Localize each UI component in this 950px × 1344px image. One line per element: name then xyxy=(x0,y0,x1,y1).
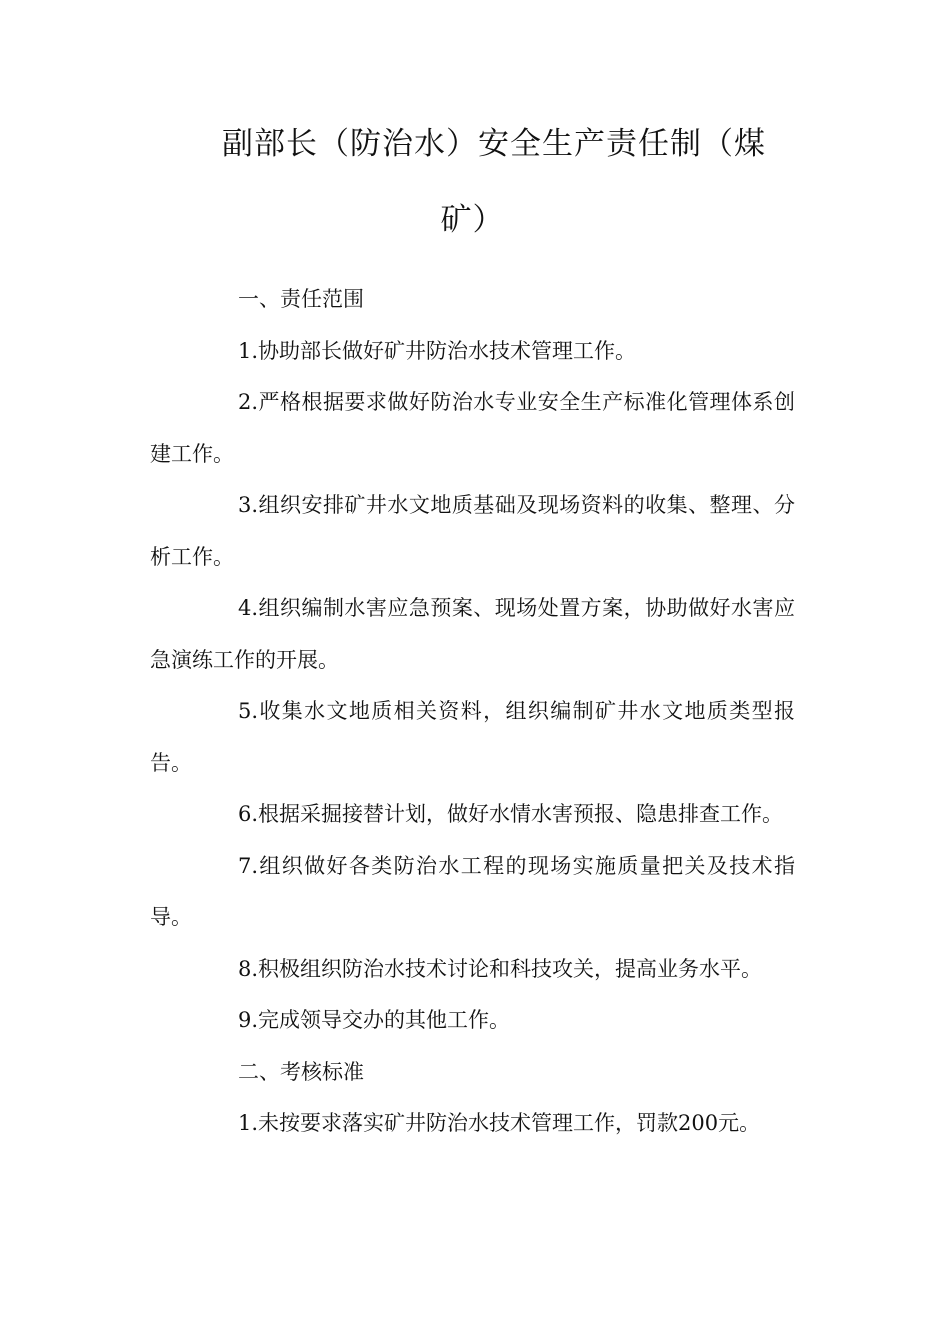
paragraph-item-7: 7.组织做好各类防治水工程的现场实施质量把关及技术指导。 xyxy=(150,853,795,929)
paragraph-assessment-item-1: 1.未按要求落实矿井防治水技术管理工作，罚款200元。 xyxy=(238,1111,761,1135)
document-title-line-2: 矿） xyxy=(440,202,505,238)
paragraph-item-9: 9.完成领导交办的其他工作。 xyxy=(238,1008,511,1032)
paragraph-item-2: 2.严格根据要求做好防治水专业安全生产标准化管理体系创建工作。 xyxy=(150,390,795,466)
section-heading-assessment-standard: 二、考核标准 xyxy=(238,1059,364,1084)
paragraph-item-4: 4.组织编制水害应急预案、现场处置方案，协助做好水害应急演练工作的开展。 xyxy=(150,596,795,672)
section-heading-responsibility-scope: 一、责任范围 xyxy=(238,287,364,311)
paragraph-item-5: 5.收集水文地质相关资料，组织编制矿井水文地质类型报告。 xyxy=(150,699,795,775)
paragraph-item-6: 6.根据采掘接替计划，做好水情水害预报、隐患排查工作。 xyxy=(238,802,784,826)
document-body xyxy=(150,274,795,1150)
document-title-line-1: 副部长（防治水）安全生产责任制（煤 xyxy=(222,126,766,162)
paragraph-item-8: 8.积极组织防治水技术讨论和科技攻关，提高业务水平。 xyxy=(238,956,763,981)
paragraph-item-3: 3.组织安排矿井水文地质基础及现场资料的收集、整理、分析工作。 xyxy=(150,493,795,569)
paragraph-item-1: 1.协助部长做好矿井防治水技术管理工作。 xyxy=(238,338,637,363)
